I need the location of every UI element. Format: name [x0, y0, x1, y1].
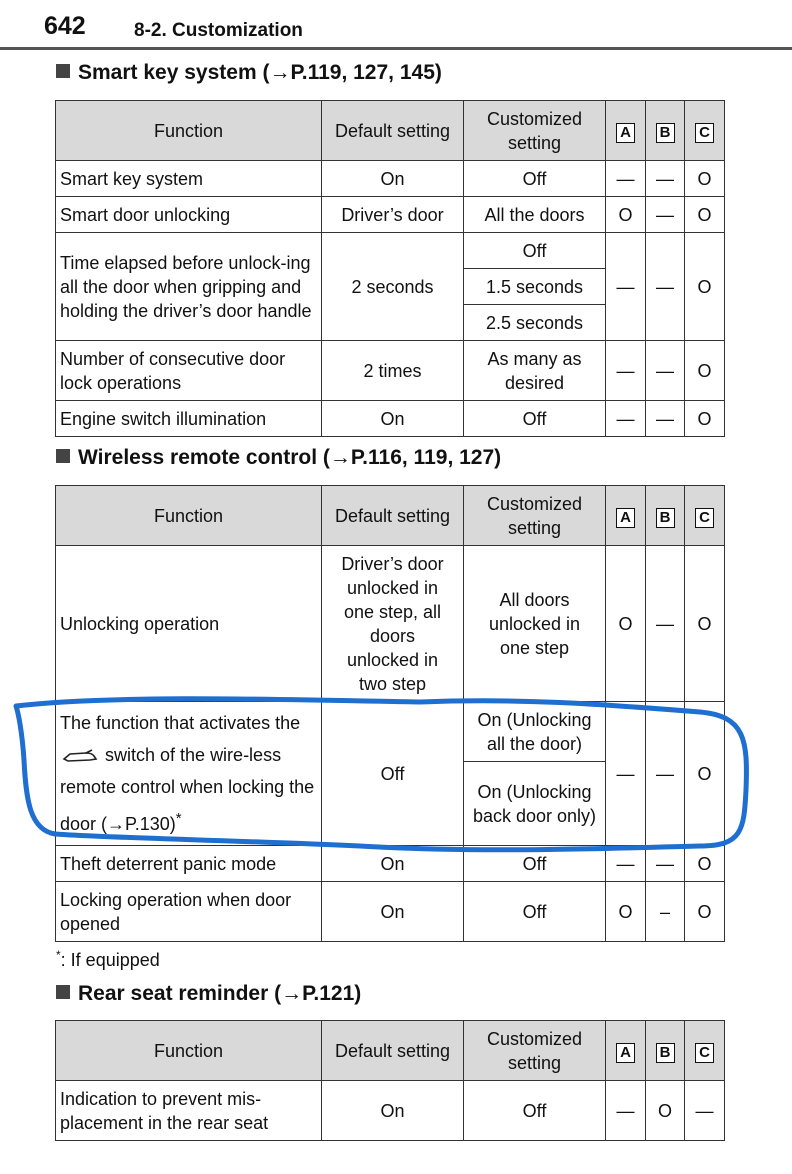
letter-b-box: B — [656, 123, 675, 143]
table-row — [56, 161, 725, 197]
letter-b-box: B — [656, 1043, 675, 1063]
function-cell: Unlocking operation — [56, 546, 322, 702]
table-header-row — [56, 486, 725, 546]
c-cell: O — [685, 846, 725, 882]
back-door-icon — [60, 747, 100, 765]
col-header-customized: Customized setting — [464, 486, 606, 546]
section-title-wireless-remote — [56, 446, 501, 470]
c-cell: O — [685, 882, 725, 942]
default-cell: Driver’s door — [322, 197, 464, 233]
table-row — [56, 1081, 725, 1141]
default-cell: Driver’s door unlocked in one step, all doors unlocked in two step — [322, 546, 464, 702]
default-cell: On — [322, 1081, 464, 1141]
a-cell: — — [606, 401, 646, 437]
customized-cell: All the doors — [464, 197, 606, 233]
b-cell: — — [646, 161, 685, 197]
b-cell: — — [646, 197, 685, 233]
col-header-customized: Customized setting — [464, 1021, 606, 1081]
function-cell — [56, 702, 322, 846]
function-cell: Indication to prevent mis-placement in the rear seat — [56, 1081, 322, 1141]
customized-cell: Off — [464, 233, 606, 269]
letter-c-box: C — [695, 508, 714, 528]
function-cell: Locking operation when door opened — [56, 882, 322, 942]
customized-cell: Off — [464, 846, 606, 882]
b-cell: O — [646, 1081, 685, 1141]
function-cell: Theft deterrent panic mode — [56, 846, 322, 882]
col-header-function: Function — [56, 486, 322, 546]
c-cell: O — [685, 197, 725, 233]
col-header-c — [685, 101, 725, 161]
col-header-c — [685, 1021, 725, 1081]
footnote-mark: * — [56, 948, 61, 962]
section-title-text: Smart key system (→P.119, 127, 145) — [78, 61, 442, 84]
footnote-mark: * — [175, 810, 182, 827]
table-row — [56, 233, 725, 269]
a-cell: — — [606, 341, 646, 401]
a-cell: — — [606, 846, 646, 882]
a-cell: O — [606, 197, 646, 233]
a-cell: — — [606, 161, 646, 197]
col-header-b — [646, 1021, 685, 1081]
a-cell: — — [606, 1081, 646, 1141]
table-row — [56, 846, 725, 882]
wireless-remote-table — [55, 485, 725, 942]
col-header-a — [606, 486, 646, 546]
default-cell: On — [322, 161, 464, 197]
col-header-function: Function — [56, 101, 322, 161]
col-header-default: Default setting — [322, 1021, 464, 1081]
col-header-c — [685, 486, 725, 546]
footnote-text: : If equipped — [60, 950, 160, 970]
customized-cell: On (Unlocking back door only) — [464, 762, 606, 846]
b-cell: – — [646, 882, 685, 942]
a-cell: — — [606, 233, 646, 341]
letter-a-box: A — [616, 508, 635, 528]
col-header-a — [606, 1021, 646, 1081]
section-bullet — [56, 985, 70, 999]
footnote — [56, 948, 160, 971]
table-row — [56, 702, 725, 762]
col-header-function: Function — [56, 1021, 322, 1081]
page-number: 642 — [44, 12, 86, 40]
customized-cell: Off — [464, 401, 606, 437]
function-cell: Number of consecutive door lock operations — [56, 341, 322, 401]
default-cell: Off — [322, 702, 464, 846]
header-rule — [0, 47, 792, 50]
section-bullet — [56, 64, 70, 78]
table-header-row — [56, 1021, 725, 1081]
customized-cell: 1.5 seconds — [464, 269, 606, 305]
function-cell: Smart key system — [56, 161, 322, 197]
c-cell: — — [685, 1081, 725, 1141]
customized-cell: As many as desired — [464, 341, 606, 401]
letter-a-box: A — [616, 123, 635, 143]
default-cell: On — [322, 846, 464, 882]
function-text-after-icon: switch of the wire-less remote control when locking the door (→P.130) — [60, 745, 315, 834]
customized-cell: 2.5 seconds — [464, 305, 606, 341]
smart-key-table — [55, 100, 725, 437]
c-cell: O — [685, 341, 725, 401]
chapter-title: 8-2. Customization — [134, 20, 303, 41]
function-cell: Time elapsed before unlock-ing all the door when gripping and holding the driver’s door handle — [56, 233, 322, 341]
b-cell: — — [646, 233, 685, 341]
col-header-customized: Customized setting — [464, 101, 606, 161]
section-title-text: Rear seat reminder (→P.121) — [78, 982, 362, 1005]
b-cell: — — [646, 341, 685, 401]
table-row — [56, 882, 725, 942]
a-cell: — — [606, 702, 646, 846]
col-header-default: Default setting — [322, 486, 464, 546]
b-cell: — — [646, 401, 685, 437]
letter-c-box: C — [695, 123, 714, 143]
customized-cell: All doors unlocked in one step — [464, 546, 606, 702]
table-row — [56, 401, 725, 437]
b-cell: — — [646, 846, 685, 882]
col-header-b — [646, 101, 685, 161]
page-header — [0, 0, 792, 50]
a-cell: O — [606, 882, 646, 942]
c-cell: O — [685, 702, 725, 846]
function-cell: Engine switch illumination — [56, 401, 322, 437]
section-title-rear-seat-reminder — [56, 982, 361, 1006]
default-cell: On — [322, 882, 464, 942]
c-cell: O — [685, 401, 725, 437]
customized-cell: On (Unlocking all the door) — [464, 702, 606, 762]
b-cell: — — [646, 702, 685, 846]
col-header-default: Default setting — [322, 101, 464, 161]
a-cell: O — [606, 546, 646, 702]
function-text-before-icon: The function that activates the — [60, 713, 301, 733]
default-cell: On — [322, 401, 464, 437]
table-header-row — [56, 101, 725, 161]
table-row — [56, 197, 725, 233]
letter-c-box: C — [695, 1043, 714, 1063]
customized-cell: Off — [464, 1081, 606, 1141]
customized-cell: Off — [464, 882, 606, 942]
c-cell: O — [685, 161, 725, 197]
letter-a-box: A — [616, 1043, 635, 1063]
section-bullet — [56, 449, 70, 463]
letter-b-box: B — [656, 508, 675, 528]
col-header-b — [646, 486, 685, 546]
section-title-smart-key — [56, 61, 442, 85]
table-row — [56, 546, 725, 702]
c-cell: O — [685, 546, 725, 702]
c-cell: O — [685, 233, 725, 341]
rear-seat-reminder-table — [55, 1020, 725, 1141]
col-header-a — [606, 101, 646, 161]
section-title-text: Wireless remote control (→P.116, 119, 127) — [78, 446, 502, 469]
default-cell: 2 seconds — [322, 233, 464, 341]
table-row — [56, 341, 725, 401]
function-cell: Smart door unlocking — [56, 197, 322, 233]
default-cell: 2 times — [322, 341, 464, 401]
customized-cell: Off — [464, 161, 606, 197]
b-cell: — — [646, 546, 685, 702]
